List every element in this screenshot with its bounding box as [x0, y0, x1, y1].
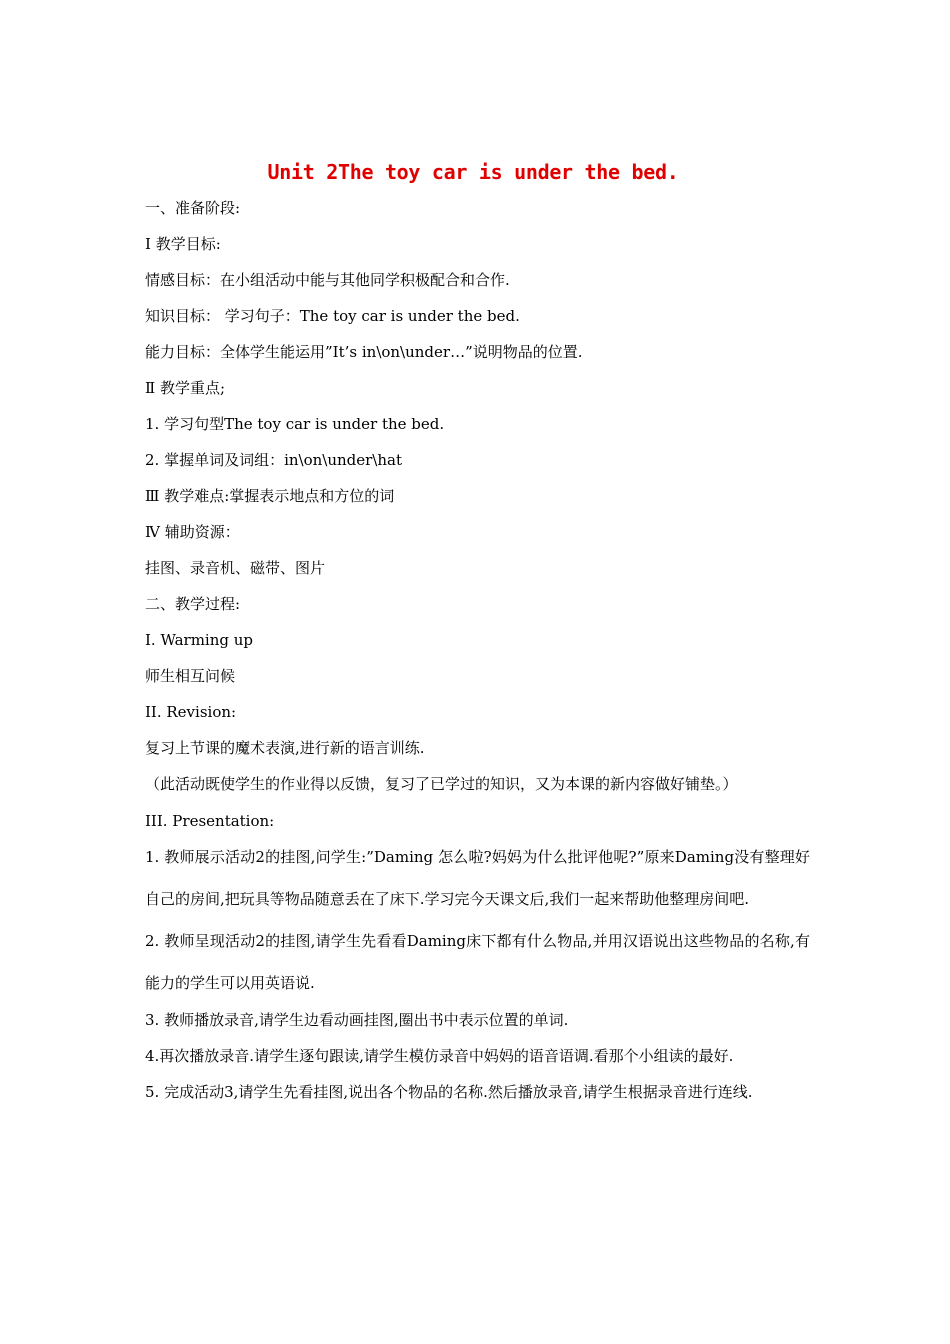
section-prep-heading: 一、准备阶段:: [145, 199, 241, 217]
presentation-step-1: 1. 教师展示活动2的挂图,问学生:”Daming 怎么啦?妈妈为什么批评他呢?”原来Daming没有整理好自己的房间,把玩具等物品随意丢在了床下.学习完今天课文后,我们一起来帮助他整理房间吧.: [145, 848, 810, 908]
document-title: Unit 2The toy car is under the bed.: [267, 160, 679, 184]
resources-list: 挂图、录音机、磁带、图片: [145, 559, 326, 577]
revision-text: 复习上节课的魔术表演,进行新的语言训练.: [145, 739, 425, 757]
difficulty: Ⅲ 教学难点:掌握表示地点和方位的词: [145, 487, 395, 505]
revision-heading: II. Revision:: [145, 703, 237, 721]
presentation-heading: III. Presentation:: [145, 812, 275, 830]
presentation-step-4: 4.再次播放录音.请学生逐句跟读,请学生模仿录音中妈妈的语音语调.看那个小组读的最好.: [145, 1047, 734, 1065]
document-body: [145, 190, 810, 1113]
knowledge-goal: 知识目标： 学习句子：The toy car is under the bed.: [145, 307, 520, 325]
key-points-heading: Ⅱ 教学重点;: [145, 379, 226, 397]
warming-up-heading: I. Warming up: [145, 631, 254, 649]
key-point-2: 2. 掌握单词及词组：in\on\under\hat: [145, 451, 402, 469]
presentation-step-2: 2. 教师呈现活动2的挂图,请学生先看看Daming床下都有什么物品,并用汉语说出这些物品的名称,有能力的学生可以用英语说.: [145, 932, 810, 992]
emotional-goal: 情感目标：在小组活动中能与其他同学积极配合和合作.: [145, 271, 510, 289]
ability-goal: 能力目标：全体学生能运用”It’s in\on\under…”说明物品的位置.: [145, 343, 583, 361]
revision-note: （此活动既使学生的作业得以反馈，复习了已学过的知识，又为本课的新内容做好铺垫。）: [145, 775, 738, 793]
teaching-goals-heading: Ⅰ 教学目标:: [145, 235, 221, 253]
warming-up-text: 师生相互问候: [145, 667, 236, 685]
key-point-1: 1. 学习句型The toy car is under the bed.: [145, 415, 445, 433]
resources-heading: Ⅳ 辅助资源：: [145, 523, 240, 541]
presentation-step-3: 3. 教师播放录音,请学生边看动画挂图,圈出书中表示位置的单词.: [145, 1011, 569, 1029]
presentation-step-5: 5. 完成活动3,请学生先看挂图,说出各个物品的名称.然后播放录音,请学生根据录音进行连线.: [145, 1083, 753, 1101]
section-process-heading: 二、教学过程:: [145, 595, 241, 613]
